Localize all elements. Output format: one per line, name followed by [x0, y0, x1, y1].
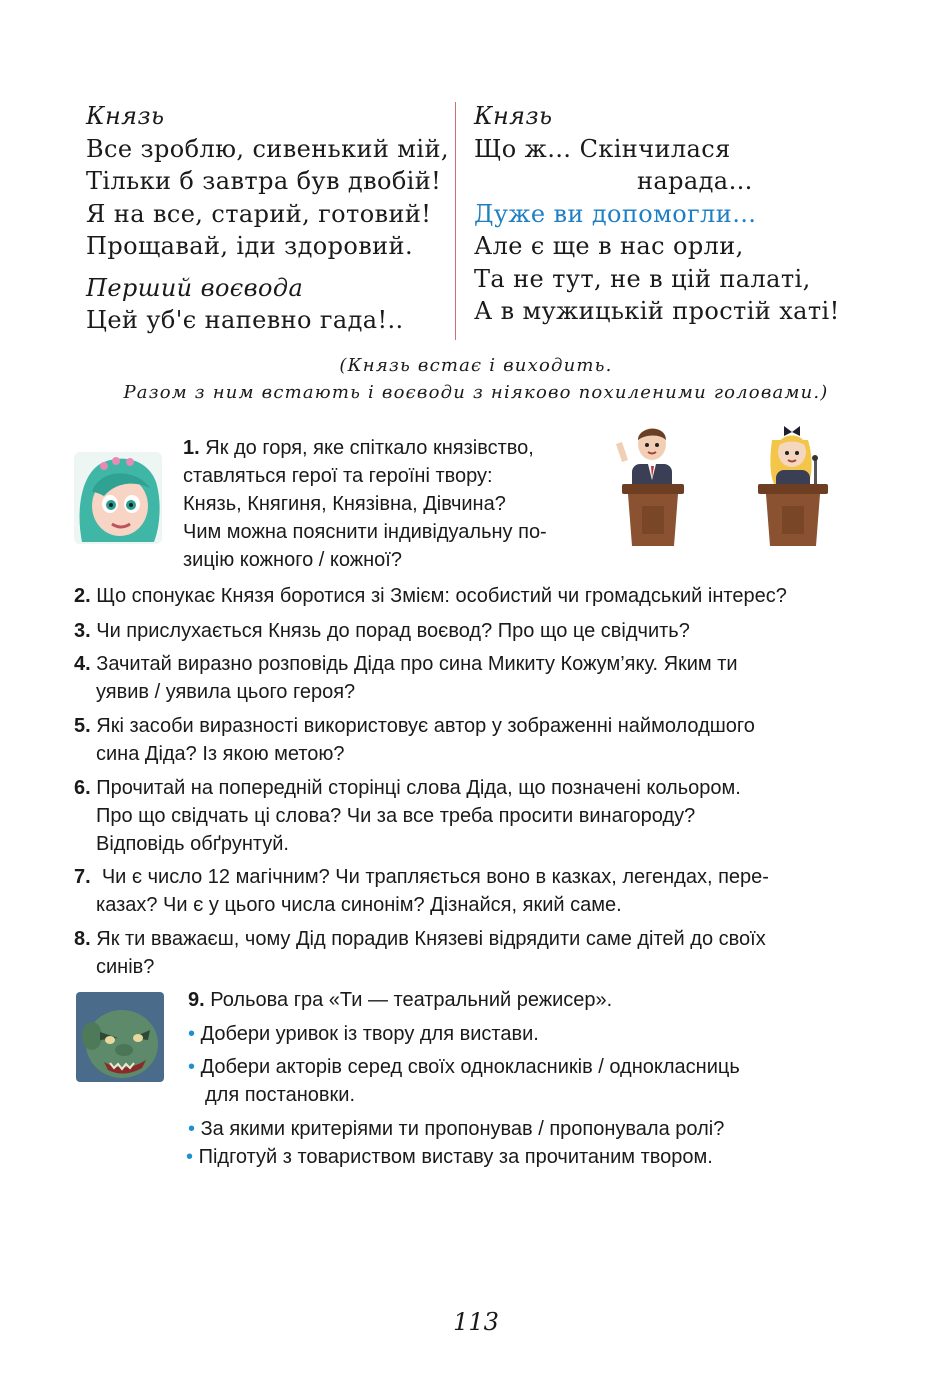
- question-text: Чи є число 12 магічним? Чи трапляється воно в казках, легендах, пере-: [101, 866, 769, 888]
- question-number: 9.: [188, 989, 205, 1011]
- question-5: [74, 712, 755, 768]
- question-number: 2.: [74, 585, 91, 607]
- question-6: [74, 774, 741, 858]
- question-number: 1.: [183, 437, 200, 459]
- task-text: Підготуй з товариством виставу за прочитаним твором.: [198, 1146, 713, 1168]
- task-text: За якими критеріями ти пропонував / пропонувала ролі?: [200, 1118, 725, 1140]
- task-text: Добери акторів серед своїх однокласників / однокласниць: [200, 1056, 740, 1078]
- speaker-name: Перший воєвода: [86, 273, 304, 302]
- question-text: Що спонукає Князя боротися зі Змієм: особистий чи громадський інтерес?: [96, 585, 787, 607]
- verse-line: нарада…: [637, 167, 753, 195]
- question-number: 8.: [74, 928, 91, 950]
- question-number: 4.: [74, 653, 91, 675]
- question-text: сина Діда? Із якою метою?: [96, 743, 345, 765]
- speaker-name: Князь: [86, 102, 165, 130]
- question-text: Які засоби виразності використовує автор у зображенні наймолодшого: [96, 715, 755, 737]
- task-bullet: [188, 1115, 724, 1143]
- dialogue-left-column: [86, 100, 449, 337]
- stage-direction: [0, 352, 952, 406]
- question-9: [188, 986, 612, 1014]
- question-number: 3.: [74, 620, 91, 642]
- question-text: Про що свідчать ці слова? Чи за все треба просити винагороду?: [96, 805, 696, 827]
- question-1: [183, 434, 547, 574]
- verse-line: Прощавай, іди здоровий.: [86, 232, 413, 260]
- question-text: ставляться герої та героїні твору:: [183, 465, 493, 487]
- question-text: Рольова гра «Ти — театральний режисер».: [210, 989, 613, 1011]
- verse-line: Та не тут, не в цій палаті,: [474, 264, 811, 293]
- troll-avatar-icon: [76, 992, 164, 1082]
- task-bullet: [188, 1053, 740, 1109]
- dialogue-right-column: [474, 100, 840, 328]
- verse-line-highlighted: Дуже ви допомогли…: [474, 199, 757, 228]
- question-7: [74, 863, 769, 919]
- question-text: казах? Чи є у цього числа синонім? Дізнайся, який саме.: [96, 894, 622, 916]
- verse-line: Цей уб'є напевно гада!..: [86, 306, 404, 334]
- question-text: синів?: [96, 956, 155, 978]
- task-text: Добери уривок із твору для вистави.: [200, 1023, 539, 1045]
- question-text: зицію кожного / кожної?: [183, 549, 402, 571]
- question-text: Чи прислухається Князь до порад воєвод? Про що це свідчить?: [96, 620, 690, 642]
- bullet-icon: •: [186, 1146, 194, 1168]
- bullet-icon: •: [188, 1118, 196, 1140]
- question-text: Зачитай виразно розповідь Діда про сина Микиту Кожум’яку. Яким ти: [96, 653, 738, 675]
- verse-line: Тільки б завтра був двобій!: [86, 167, 442, 195]
- verse-line: Що ж… Скінчилася: [474, 134, 731, 163]
- speaker-name: Князь: [474, 102, 553, 130]
- question-text: уявив / уявила цього героя?: [96, 681, 356, 703]
- question-text: Відповідь обґрунтуй.: [96, 833, 289, 855]
- question-text: Як ти вважаєш, чому Дід порадив Князеві відрядити саме дітей до своїх: [96, 928, 766, 950]
- task-bullet: [186, 1143, 713, 1171]
- question-4: [74, 650, 738, 706]
- task-text: для постановки.: [205, 1084, 356, 1106]
- question-number: 7.: [74, 866, 91, 888]
- verse-line: Я на все, старий, готовий!: [86, 199, 432, 228]
- task-bullet: [188, 1020, 539, 1048]
- girl-avatar-icon: [74, 452, 162, 544]
- verse-line: Все зроблю, сивенький мій,: [86, 134, 449, 163]
- question-3: [74, 617, 690, 645]
- question-number: 5.: [74, 715, 91, 737]
- bullet-icon: •: [188, 1056, 196, 1078]
- question-text: Прочитай на попередній сторінці слова Діда, що позначені кольором.: [96, 777, 741, 799]
- question-text: Чим можна пояснити індивідуальну по-: [183, 521, 547, 543]
- column-divider: [455, 102, 456, 340]
- boy-at-podium-icon: [608, 420, 698, 548]
- verse-line: А в мужицькій простій хаті!: [474, 297, 840, 325]
- question-2: [74, 582, 787, 610]
- stage-direction-line: Разом з ним встають і воєводи з ніяково похиленими головами.): [123, 382, 829, 403]
- girl-at-podium-icon: [748, 420, 838, 548]
- question-number: 6.: [74, 777, 91, 799]
- question-8: [74, 925, 766, 981]
- bullet-icon: •: [188, 1023, 196, 1045]
- page-number: 113: [453, 1308, 499, 1336]
- question-text: Князь, Княгиня, Князівна, Дівчина?: [183, 493, 506, 515]
- verse-line: Але є ще в нас орли,: [474, 232, 744, 260]
- stage-direction-line: (Князь встає і виходить.: [339, 355, 613, 376]
- question-text: Як до горя, яке спіткало князівство,: [205, 437, 534, 459]
